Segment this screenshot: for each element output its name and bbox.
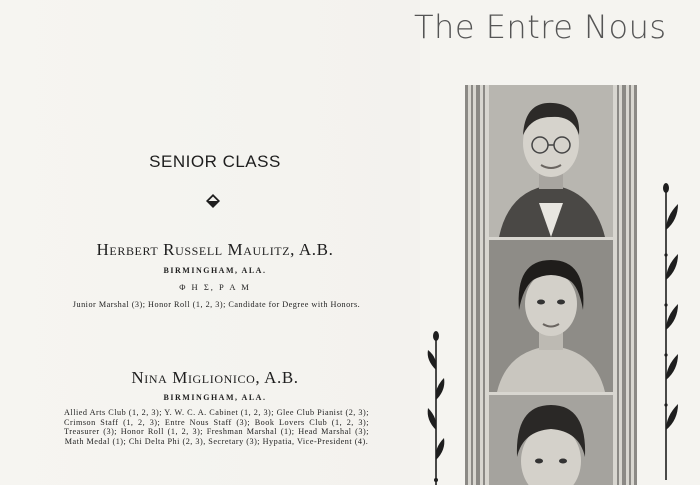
- book-title: The Entre Nous: [414, 8, 667, 46]
- senior-activities: Allied Arts Club (1, 2, 3); Y. W. C. A. Cabinet (1, 2, 3); Glee Club Pianist (2, 3); Crimson Staff (1, 2, 3); Entre Nous Staff (3); Book Lovers Club (1, 2, 3); Treasurer (3); Honor Roll (1, 2, 3); Freshman Marshal (1); Head Marshal (3); Math Medal (1); Chi Delta Phi (2, 3), Secretary (3); Hypatia, Vice-President (4).: [64, 408, 369, 446]
- senior-name: Herbert Russell Maulitz, A.B.: [96, 240, 334, 259]
- senior-city: BIRMINGHAM, ALA.: [163, 266, 267, 275]
- section-heading: SENIOR CLASS: [149, 152, 281, 171]
- vine-ornament-left-icon: [422, 330, 448, 485]
- diamond-ornament-icon: [205, 193, 221, 209]
- senior-activities: Junior Marshal (3); Honor Roll (1, 2, 3); Candidate for Degree with Honors.: [72, 300, 361, 309]
- portrait-photo: [489, 240, 613, 392]
- senior-city: BIRMINGHAM, ALA.: [163, 393, 267, 402]
- senior-greek-letters: Φ Η Σ, Ρ Α Μ: [179, 282, 251, 292]
- vine-ornament-right-icon: [656, 180, 684, 480]
- portrait-column: [465, 85, 637, 485]
- senior-name: Nina Miglionico, A.B.: [131, 368, 299, 387]
- portrait-photo: [489, 395, 613, 485]
- portrait-photo: [489, 85, 613, 237]
